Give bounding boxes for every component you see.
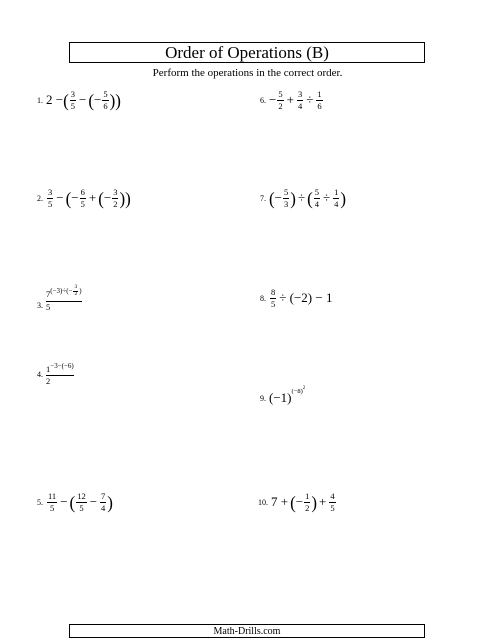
problem-3 xyxy=(37,284,82,312)
operator: − xyxy=(56,190,64,205)
expr-term: ÷ (−2) − 1 xyxy=(279,290,333,305)
close-paren: ) xyxy=(340,187,347,209)
close-paren: ) xyxy=(125,187,131,209)
problem-10 xyxy=(258,492,337,512)
problem-number: 1. xyxy=(37,95,43,105)
fraction: $\frac{3}{5}$ xyxy=(70,89,76,111)
footer xyxy=(69,624,425,638)
close-paren: ) xyxy=(107,491,113,513)
fraction: $\frac{6}{5}$ xyxy=(80,187,85,209)
fraction: $\frac{7}{4}$ xyxy=(101,491,106,513)
exponent-fraction xyxy=(46,361,74,386)
close-paren: ) xyxy=(311,491,318,513)
operator: − xyxy=(89,494,98,509)
open-paren: ( xyxy=(98,187,104,209)
fraction: $\frac{1}{4}$ xyxy=(334,187,339,209)
problem-expression xyxy=(46,188,131,208)
problem-number: 4. xyxy=(37,370,43,379)
expr-term: 7 + xyxy=(271,494,289,509)
fraction: $\frac{3}{5}$ xyxy=(48,187,53,209)
fraction: $\frac{12}{5}$ xyxy=(77,491,86,513)
problem-number: 3. xyxy=(37,300,43,310)
problem-expression xyxy=(269,188,346,208)
base: 7 xyxy=(46,288,51,299)
exponent: −3−(−6) xyxy=(50,361,74,370)
open-paren: ( xyxy=(269,187,275,209)
problem-expression xyxy=(46,492,113,512)
exponent-fraction xyxy=(46,284,82,312)
close-paren: ) xyxy=(115,89,121,111)
open-paren: ( xyxy=(69,491,76,513)
problem-number: 9. xyxy=(260,393,266,403)
fraction: $\frac{11}{5}$ xyxy=(48,491,57,513)
operator: − xyxy=(94,92,102,107)
expr-term: 2 − xyxy=(46,92,64,107)
problem-6 xyxy=(260,90,324,110)
operator: + xyxy=(88,190,97,205)
close-paren: ) xyxy=(109,89,116,111)
problem-expression xyxy=(269,288,332,308)
fraction: $\frac{5}{3}$ xyxy=(284,187,289,209)
numerator xyxy=(46,284,82,302)
problem-number: 2. xyxy=(37,193,43,203)
problem-expression xyxy=(269,90,324,110)
exponent-power: 2 xyxy=(302,385,306,391)
numerator xyxy=(46,361,74,376)
denominator: 5 xyxy=(46,302,51,312)
fraction: $\frac{1}{2}$ xyxy=(305,491,310,513)
problem-number: 6. xyxy=(260,95,266,105)
fraction: $\frac{3}{4}$ xyxy=(297,89,303,111)
problem-number: 8. xyxy=(260,293,266,303)
operator: − xyxy=(60,494,68,509)
fraction: $\frac{8}{5}$ xyxy=(271,287,276,309)
base: (−1) xyxy=(269,390,292,405)
operator: − xyxy=(274,190,283,205)
operator: − xyxy=(71,190,79,205)
base: 1 xyxy=(46,364,51,374)
close-paren: ) xyxy=(119,187,126,209)
problem-5 xyxy=(37,492,113,512)
problem-number: 7. xyxy=(260,193,266,203)
problem-expression xyxy=(46,90,121,110)
title-text: Order of Operations (B) xyxy=(165,43,329,62)
exponent: (−8) xyxy=(291,387,303,395)
open-paren: ( xyxy=(65,187,72,209)
operator: ÷ xyxy=(306,92,314,107)
instructions: Perform the operations in the correct order. xyxy=(152,67,343,79)
problem-8 xyxy=(260,288,332,308)
exponent: (−3)÷(− 3 2 ) xyxy=(50,284,82,297)
operator: ÷ xyxy=(323,190,331,205)
problem-number: 10. xyxy=(258,497,268,507)
denominator: 2 xyxy=(46,375,51,386)
problem-expression xyxy=(269,385,306,406)
open-paren: ( xyxy=(88,89,95,111)
fraction: $\frac{3}{2}$ xyxy=(113,187,118,209)
operator: + xyxy=(319,494,327,509)
problem-7 xyxy=(260,188,346,208)
problem-9 xyxy=(260,385,306,406)
operator: − xyxy=(103,190,112,205)
operator: ÷ xyxy=(297,190,306,205)
operator: − xyxy=(79,92,87,107)
operator: − xyxy=(269,92,277,107)
worksheet-title xyxy=(69,42,425,63)
close-paren: ) xyxy=(290,187,296,209)
problem-2 xyxy=(37,188,131,208)
fraction: $\frac{5}{6}$ xyxy=(103,89,108,111)
footer-site: Math-Drills.com xyxy=(213,625,281,637)
fraction: $\frac{5}{2}$ xyxy=(278,89,283,111)
fraction: $\frac{1}{6}$ xyxy=(317,89,322,111)
operator: + xyxy=(286,92,294,107)
open-paren: ( xyxy=(63,89,69,111)
fraction: $\frac{4}{5}$ xyxy=(330,491,335,513)
operator: − xyxy=(295,494,304,509)
open-paren: ( xyxy=(290,491,296,513)
open-paren: ( xyxy=(307,187,313,209)
problem-number: 5. xyxy=(37,497,43,507)
problem-1 xyxy=(37,90,121,110)
problem-4 xyxy=(37,361,74,386)
fraction: $\frac{5}{4}$ xyxy=(314,187,319,209)
problem-expression xyxy=(271,492,337,512)
